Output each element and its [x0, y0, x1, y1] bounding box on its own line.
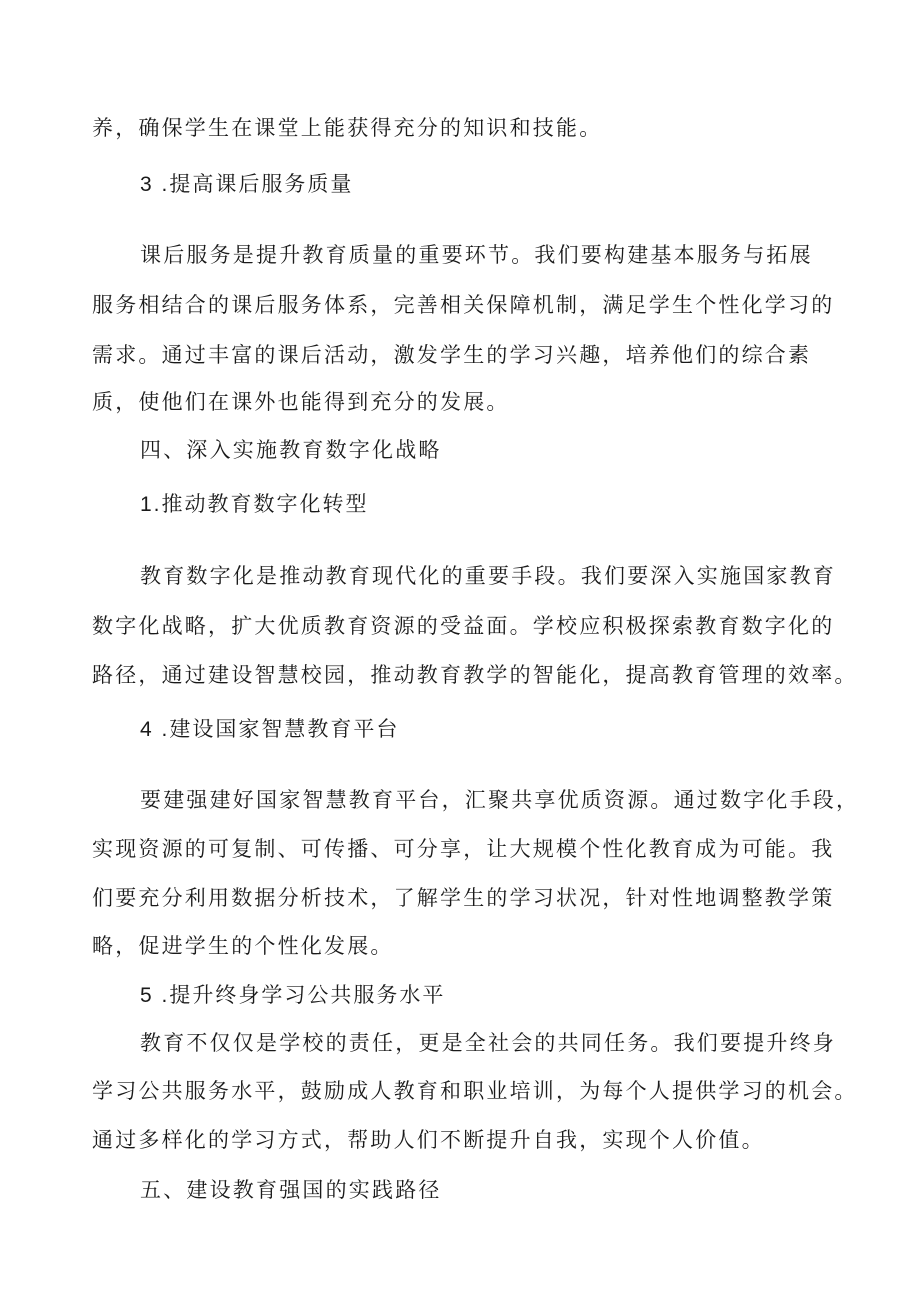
- paragraph-line: 质，使他们在课外也能得到充分的发展。: [92, 390, 510, 414]
- paragraph-line: 略，促进学生的个性化发展。: [92, 934, 394, 958]
- chapter-heading-4: 四、深入实施教育数字化战略: [140, 438, 442, 462]
- paragraph-line: 数字化战略，扩大优质教育资源的受益面。学校应积极探索教育数字化的: [92, 614, 835, 638]
- paragraph-line: 们要充分利用数据分析技术，了解学生的学习状况，针对性地调整教学策: [92, 886, 835, 910]
- section-heading-4: 4 .建设国家智慧教育平台: [140, 718, 400, 741]
- paragraph-line: 养，确保学生在课堂上能获得充分的知识和技能。: [92, 116, 603, 140]
- section-heading-3: 3 .提高课后服务质量: [140, 173, 354, 196]
- paragraph-line: 教育不仅仅是学校的责任，更是全社会的共同任务。我们要提升终身: [140, 1031, 836, 1055]
- paragraph-line: 课后服务是提升教育质量的重要环节。我们要构建基本服务与拓展: [140, 243, 813, 267]
- section-heading-1: 1.推动教育数字化转型: [140, 493, 369, 516]
- paragraph-line: 要建强建好国家智慧教育平台，汇聚共享优质资源。通过数字化手段，: [140, 788, 860, 812]
- paragraph-line: 服务相结合的课后服务体系，完善相关保障机制，满足学生个性化学习的: [92, 293, 835, 317]
- paragraph-line: 需求。通过丰富的课后活动，激发学生的学习兴趣，培养他们的综合素: [92, 343, 812, 367]
- paragraph-line: 教育数字化是推动教育现代化的重要手段。我们要深入实施国家教育: [140, 564, 836, 588]
- paragraph-line: 通过多样化的学习方式，帮助人们不断提升自我，实现个人价值。: [92, 1128, 765, 1152]
- paragraph-line: 路径，通过建设智慧校园，推动教育教学的智能化，提高教育管理的效率。: [92, 663, 858, 687]
- paragraph-line: 学习公共服务水平，鼓励成人教育和职业培训，为每个人提供学习的机会。: [92, 1079, 858, 1103]
- chapter-heading-5: 五、建设教育强国的实践路径: [140, 1178, 442, 1202]
- paragraph-line: 实现资源的可复制、可传播、可分享，让大规模个性化教育成为可能。我: [92, 837, 835, 861]
- section-heading-5: 5 .提升终身学习公共服务水平: [140, 984, 446, 1007]
